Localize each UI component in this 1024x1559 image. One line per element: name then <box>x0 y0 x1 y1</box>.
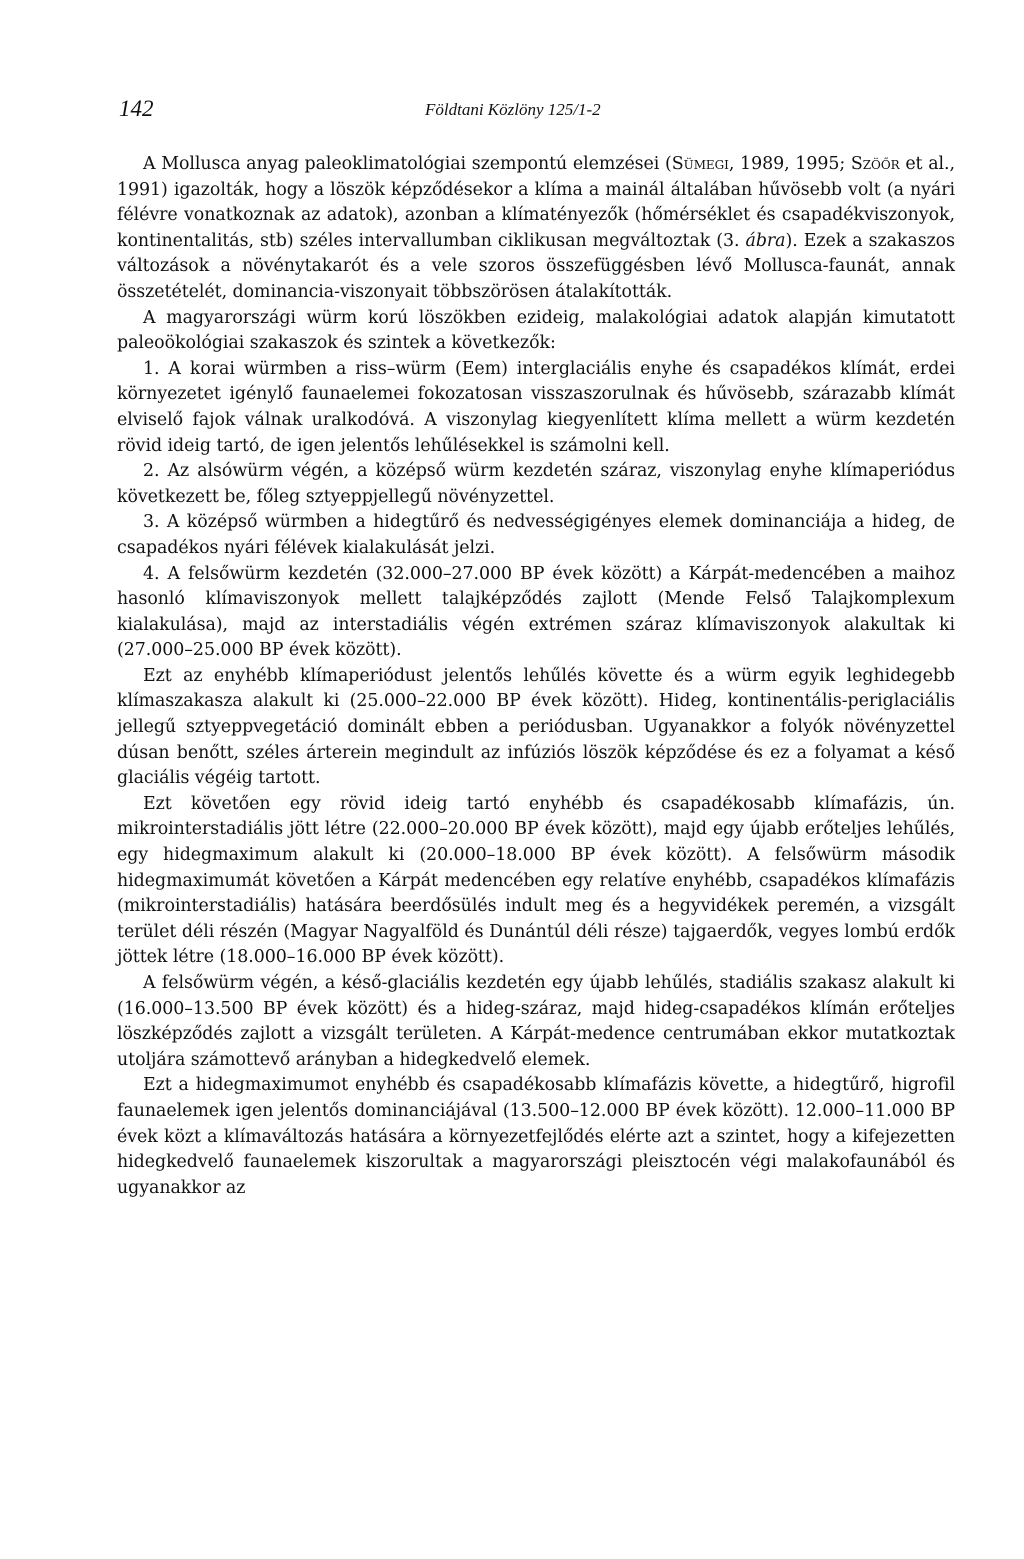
body-text <box>117 152 955 1201</box>
author-citation: Szöőr <box>850 154 900 174</box>
list-item-2: 2. Az alsówürm végén, a középső würm kezdetén száraz, viszonylag enyhe klímaperiódus következett be, főleg sztyeppjellegű növényzettel. <box>117 461 955 507</box>
paragraph: Ezt az enyhébb klímaperiódust jelentős lehűlés követte és a würm egyik leghidegebb klímaszakasza alakult ki (25.000–22.000 BP évek között). Hideg, kontinentális-periglaciális jellegű sztyeppvegetáció dominált ebben a periódusban. Ugyanakkor a folyók növényzettel dúsan benőtt, széles árterein megindult az infúziós löszök képződése és ez a folyamat a késő glaciális végéig tartott. <box>117 665 955 789</box>
paragraph: A felsőwürm végén, a késő-glaciális kezdetén egy újabb lehűlés, stadiális szakasz alakult ki (16.000–13.500 BP évek között) és a hideg-száraz, majd hideg-csapadékos klímán erőteljes löszképződés zajlott a vizsgált területen. A Kárpát-medence centrumában ekkor mutatkoztak utoljára számottevő arányban a hidegkedvelő elemek. <box>117 973 955 1070</box>
document-page <box>117 96 955 1201</box>
paragraph: Ezt a hidegmaximumot enyhébb és csapadékosabb klímafázis követte, a hidegtűrő, higrofil faunaelemek igen jelentős dominanciájával (13.500–12.000 BP évek között). 12.000–11.000 BP évek közt a klímaváltozás hatására a környezetfejlődés elérte azt a szintet, hogy a kifejezetten hidegkedvelő faunaelemek kiszorultak a magyarországi pleisztocén végi malakofaunából és ugyanakkor az <box>117 1075 955 1198</box>
paragraph: A Mollusca anyag paleoklimatológiai szempontú elemzései (Sümegi, 1989, 1995; Szöőr et al., 1991) igazolták, hogy a löszök képződésekor a klíma a mainál általában hűvösebb volt (a nyári félévre vonatkoznak az adatok), azonban a klímatényezők (hőmérséklet és csapadékviszonyok, kontinentalitás, stb) széles intervallumban ciklikusan megváltoztak (3. ábra). Ezek a szakaszos változások a növénytakarót és a vele szoros összefüggésben lévő Mollusca-faunát, annak összetételét, dominancia-viszonyait többszörösen átalakították. <box>117 154 955 302</box>
list-item-4: 4. A felsőwürm kezdetén (32.000–27.000 BP évek között) a Kárpát-medencében a maihoz hasonló klímaviszonyok mellett talajképződés zajlott (Mende Felső Talajkomplexum kialakulása), majd az interstadiális végén extrémen száraz klímaviszonyok alakultak ki (27.000–25.000 BP évek között). <box>117 563 955 661</box>
paragraph: Ezt követően egy rövid ideig tartó enyhébb és csapadékosabb klímafázis, ún. mikrointerstadiális jött létre (22.000–20.000 BP évek között), majd egy újabb erőteljes lehűlés, egy hidegmaximum alakult ki (20.000–18.000 BP évek között). A felsőwürm második hidegmaximumát követően a Kárpát medencében egy relatíve enyhébb, csapadékos klímafázis (mikrointerstadiális) hatására beerdősülés indult meg és a hegyvidékek peremén, a vizsgált terület déli részén (Magyar Nagyalföld és Dunántúl déli része) tajgaerdők, vegyes lombú erdők jöttek létre (18.000–16.000 BP évek között). <box>117 793 955 968</box>
paragraph: A magyarországi würm korú löszökben ezideig, malakológiai adatok alapján kimutatott paleoökológiai szakaszok és szintek a következők: <box>117 307 955 354</box>
page-number: 142 <box>119 96 154 121</box>
author-citation: Sümegi <box>671 154 729 174</box>
list-item-3: 3. A középső würmben a hidegtűrő és nedvességigényes elemek dominanciája a hideg, de csapadékos nyári félévek kialakulását jelzi. <box>117 512 955 558</box>
figure-reference: ábra <box>745 230 786 251</box>
list-item-1: 1. A korai würmben a riss–würm (Eem) interglaciális enyhe és csapadékos klímát, erdei környezetet igénylő faunaelemei fokozatosan visszaszorulnak és hűvösebb, szárazabb klímát elviselő fajok válnak uralkodóvá. A viszonylag kiegyenlített klíma mellett a würm kezdetén rövid ideig tartó, de igen jelentős lehűlésekkel is számolni kell. <box>117 358 955 456</box>
journal-title: Földtani Közlöny 125/1-2 <box>425 100 601 119</box>
running-header <box>117 96 955 130</box>
